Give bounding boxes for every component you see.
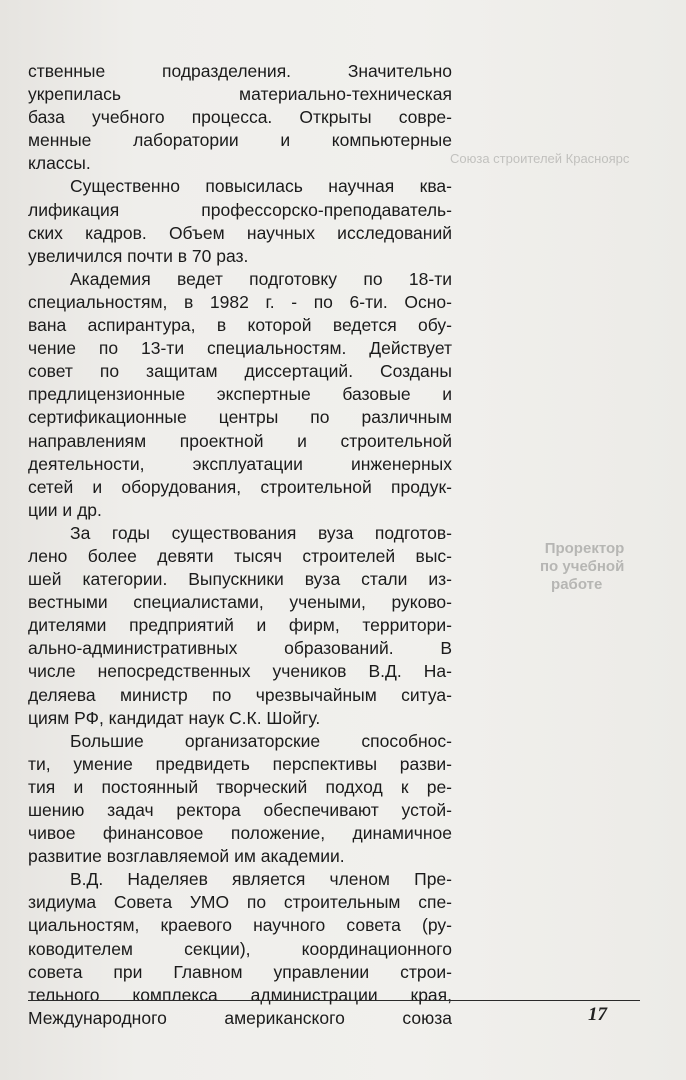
paragraph (28, 268, 452, 522)
text-line: чивое финансовое положение, динамичное (28, 823, 452, 844)
text-line: Существенно повысилась научная ква- (70, 176, 452, 197)
text-line: Международного американского союза (28, 1007, 452, 1028)
text-line: сетей и оборудования, строительной продук- (28, 476, 452, 497)
text-line: ально-административных образований. В (28, 638, 452, 659)
bleed-side-line: по учебной (540, 558, 625, 575)
text-line: база учебного процесса. Открыты совре- (28, 107, 452, 128)
page-number: 17 (588, 1004, 607, 1025)
text-line: зидиума Совета УМО по строительным спе- (28, 892, 452, 913)
text-line: укрепилась материально-техническая (28, 84, 452, 105)
text-line: Академия ведет подготовку по 18-ти (70, 268, 452, 289)
text-line: числе непосредственных учеников В.Д. На- (28, 661, 452, 682)
text-line: сертификационные центры по различным (28, 407, 452, 428)
text-line: специальностям, в 1982 г. - по 6-ти. Осно- (28, 291, 452, 312)
bleed-top-line: Союза строителей Красноярс (450, 151, 630, 166)
text-line: тия и постоянный творческий подход к ре- (28, 776, 452, 797)
text-line: ции и др. (28, 499, 102, 520)
text-line: предлицензионные экспертные базовые и (28, 384, 452, 405)
text-line: деляева министр по чрезвычайным ситуа- (28, 684, 452, 705)
bleed-through-side-text (540, 540, 624, 594)
paragraph (28, 522, 452, 730)
text-line: увеличился почти в 70 раз. (28, 245, 249, 266)
text-line: направлениям проектной и строительной (28, 430, 452, 451)
text-line: совета при Главном управлении строи- (28, 961, 452, 982)
text-line: За годы существования вуза подготов- (70, 522, 452, 543)
paragraph (28, 730, 452, 869)
bleed-through-top-text (450, 150, 629, 168)
text-line: вестными специалистами, учеными, руково- (28, 592, 452, 613)
text-line: циальностям, краевого научного совета (ру- (28, 915, 452, 936)
text-line: дителями предприятий и фирм, территори- (28, 615, 452, 636)
text-line: шей категории. Выпускники вуза стали из- (28, 569, 452, 590)
footer-rule (28, 1000, 640, 1001)
paragraph (28, 60, 452, 175)
text-line: чение по 13-ти специальностям. Действует (28, 338, 452, 359)
text-line: ководителем секции), координационного (28, 938, 452, 959)
text-line: менные лаборатории и компьютерные (28, 130, 452, 151)
text-line: лификация профессорско-преподаватель- (28, 199, 452, 220)
text-line: Большие организаторские способнос- (70, 730, 452, 751)
body-text (28, 60, 452, 1030)
text-line: развитие возглавляемой им академии. (28, 846, 345, 867)
bleed-side-line: работе (551, 576, 603, 593)
text-line: совет по защитам диссертаций. Созданы (28, 361, 452, 382)
text-line: ти, умение предвидеть перспективы разви- (28, 753, 452, 774)
text-line: вана аспирантура, в которой ведется обу- (28, 315, 452, 336)
text-line: деятельности, эксплуатации инженерных (28, 453, 452, 474)
text-line: лено более девяти тысяч строителей выс- (28, 545, 452, 566)
bleed-side-line: Проректор (544, 540, 625, 557)
text-line: ских кадров. Объем научных исследований (28, 222, 452, 243)
text-line: классы. (28, 153, 91, 174)
paragraph (28, 175, 452, 267)
text-line: шению задач ректора обеспечивают устой- (28, 800, 452, 820)
paragraph (28, 868, 452, 1030)
text-line: В.Д. Наделяев является членом Пре- (70, 869, 452, 890)
text-line: циям РФ, кандидат наук С.К. Шойгу. (28, 707, 321, 728)
text-line: тельного комплекса администрации края, (28, 984, 452, 1005)
text-line: ственные подразделения. Значительно (28, 61, 452, 81)
